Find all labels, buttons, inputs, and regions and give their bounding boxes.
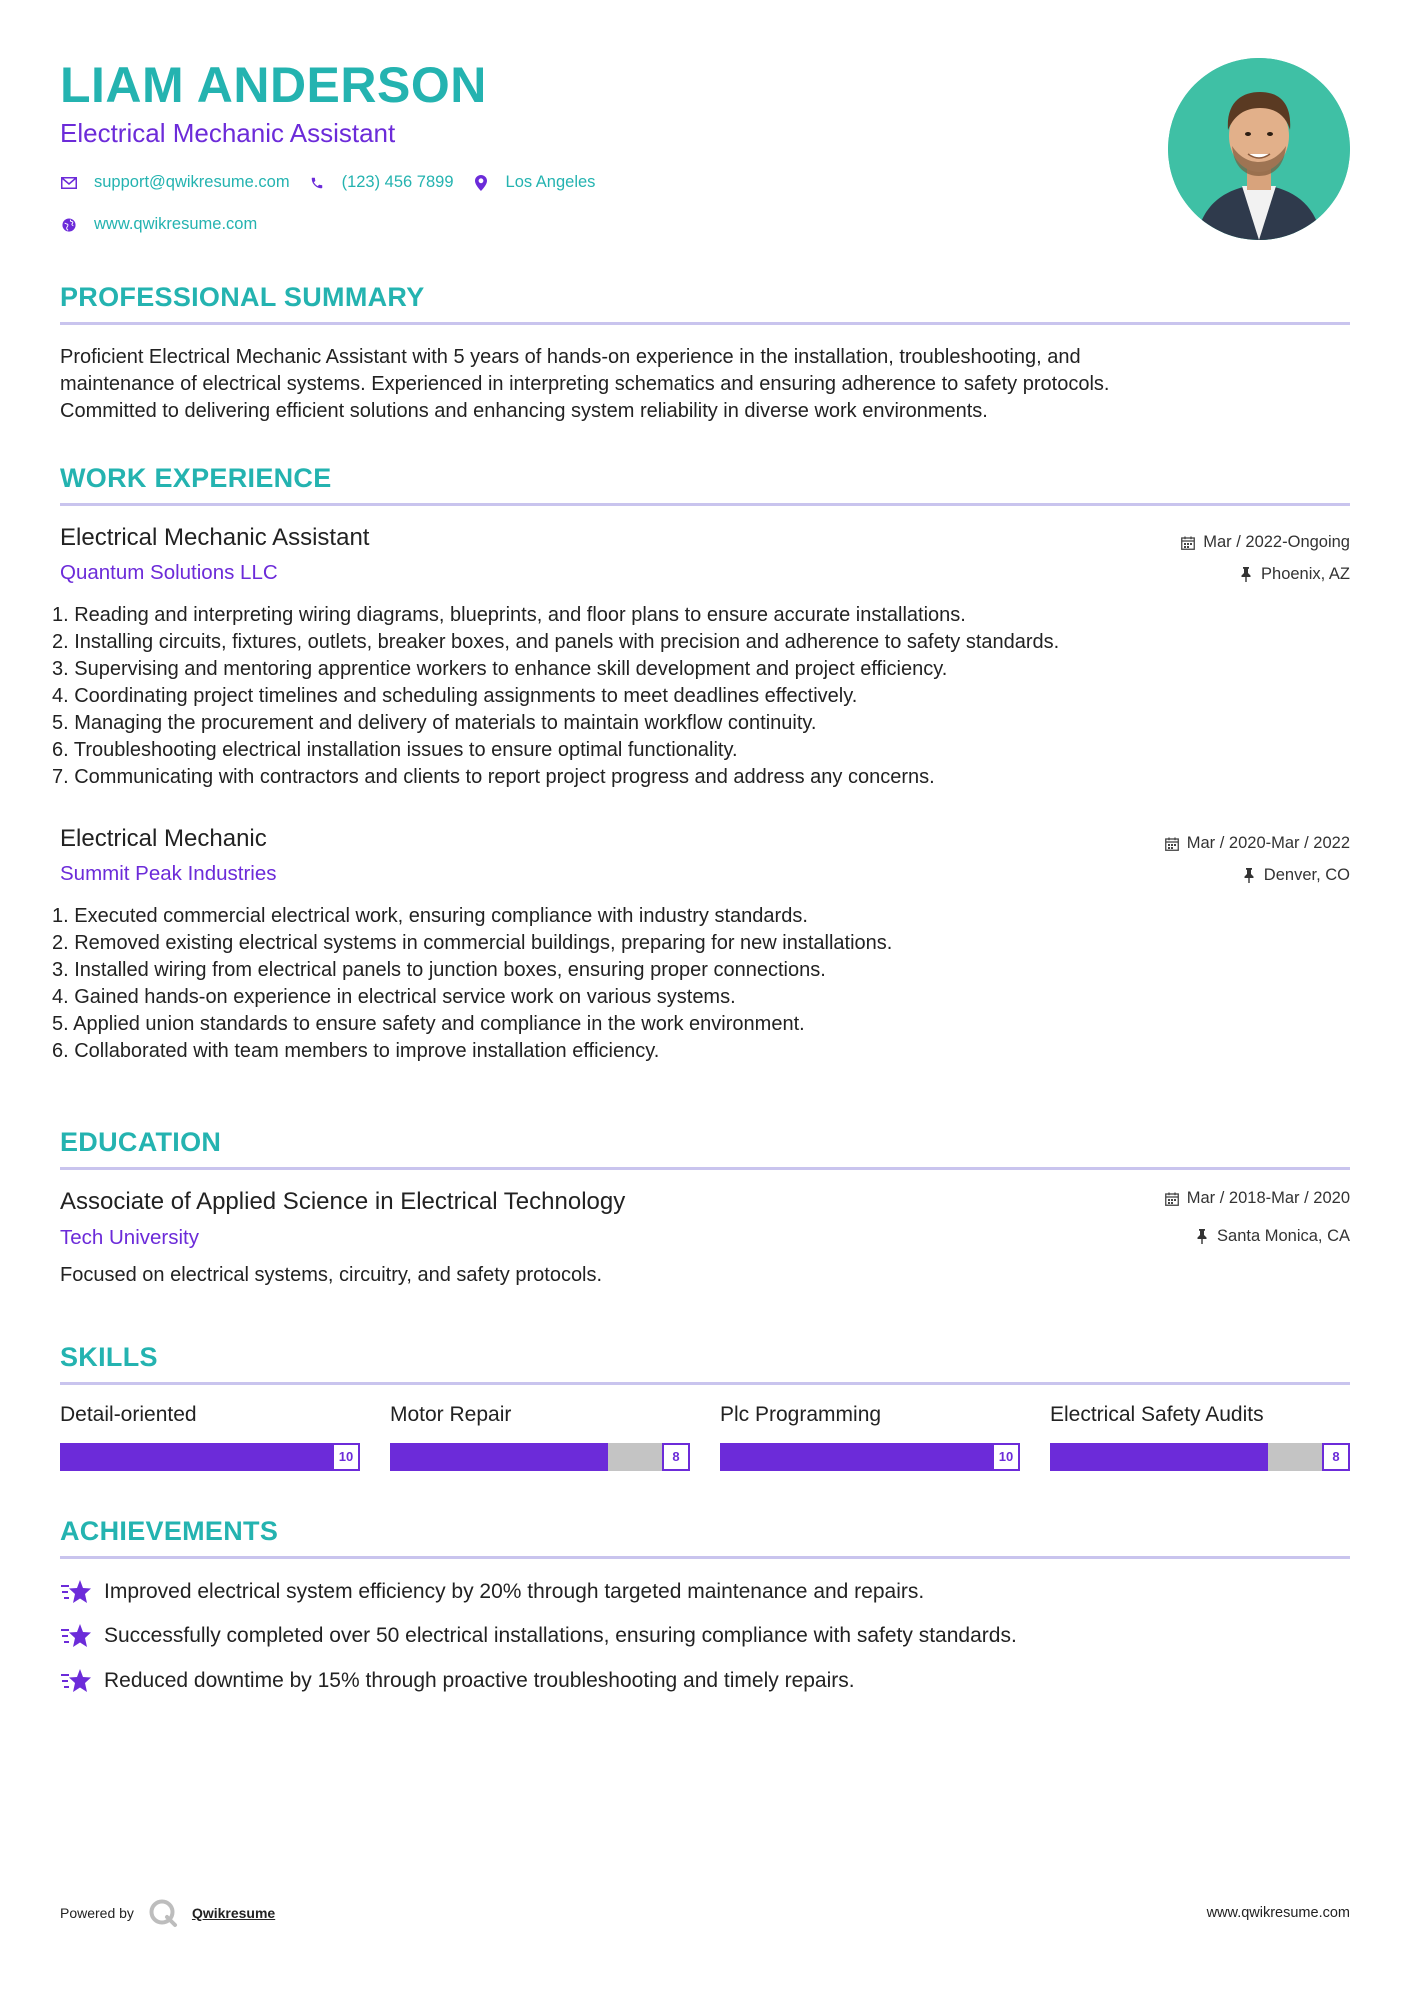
- contact-row: [60, 173, 613, 192]
- list-item: 7. Communicating with contractors and clients to report project progress and address any concerns.: [52, 766, 935, 788]
- globe-icon: [60, 216, 78, 234]
- contact-location: Los Angeles: [505, 173, 596, 191]
- job-location: [1241, 866, 1350, 885]
- list-item: 6. Troubleshooting electrical installation issues to ensure optimal functionality.: [52, 739, 738, 761]
- skill-bar: [1050, 1443, 1350, 1471]
- summary-line: Proficient Electrical Mechanic Assistant with 5 years of hands-on experience in the installation, troubleshooting, and: [60, 346, 1081, 368]
- website-row: [60, 215, 275, 234]
- skill-item: [720, 1403, 1020, 1471]
- section-title-achievements: ACHIEVEMENTS: [60, 1516, 279, 1546]
- section-divider: [60, 503, 1350, 506]
- job-dates-text: Mar / 2020-Mar / 2022: [1186, 834, 1350, 852]
- list-item: 5. Applied union standards to ensure safety and compliance in the work environment.: [52, 1013, 805, 1035]
- section-title-education: EDUCATION: [60, 1127, 222, 1157]
- skill-score: 10: [332, 1443, 360, 1471]
- summary-text: [60, 344, 1350, 425]
- skill-score: 8: [662, 1443, 690, 1471]
- list-item: 4. Coordinating project timelines and scheduling assignments to meet deadlines effectively.: [52, 685, 858, 707]
- education-dates: [1164, 1189, 1350, 1208]
- skill-bar-fill: [720, 1443, 992, 1471]
- brand-link[interactable]: Qwikresume: [191, 1905, 276, 1921]
- skill-bar: [60, 1443, 360, 1471]
- list-item: 5. Managing the procurement and delivery of materials to maintain workflow continuity.: [52, 712, 817, 734]
- skill-name: Electrical Safety Audits: [1050, 1403, 1264, 1426]
- list-item: 1. Executed commercial electrical work, ensuring compliance with industry standards.: [52, 905, 808, 927]
- section-divider: [60, 322, 1350, 325]
- job-title: Electrical Mechanic Assistant: [60, 524, 370, 551]
- qwikresume-logo-icon: [148, 1898, 178, 1928]
- skill-name: Detail-oriented: [60, 1403, 197, 1426]
- contact-phone[interactable]: (123) 456 7899: [341, 173, 454, 191]
- skill-score: 10: [992, 1443, 1020, 1471]
- skill-bar-fill: [1050, 1443, 1268, 1471]
- list-item: 2. Removed existing electrical systems in commercial buildings, preparing for new installations.: [52, 932, 893, 954]
- achievement-text: Reduced downtime by 15% through proactive troubleshooting and timely repairs.: [104, 1669, 855, 1692]
- list-item: 6. Collaborated with team members to improve installation efficiency.: [52, 1040, 660, 1062]
- company-name: Summit Peak Industries: [60, 862, 277, 885]
- envelope-icon: [60, 174, 78, 192]
- section-title-experience: WORK EXPERIENCE: [60, 463, 332, 493]
- skill-name: Plc Programming: [720, 1403, 882, 1426]
- section-divider: [60, 1382, 1350, 1385]
- skill-bar: [720, 1443, 1020, 1471]
- job-location-text: Denver, CO: [1263, 866, 1350, 884]
- footer-website[interactable]: www.qwikresume.com: [1206, 1905, 1350, 1921]
- skill-bar: [390, 1443, 690, 1471]
- footer-branding: [60, 1898, 275, 1928]
- contact-website[interactable]: www.qwikresume.com: [94, 215, 258, 233]
- degree-title: Associate of Applied Science in Electrical Technology: [60, 1188, 626, 1215]
- skill-item: [60, 1403, 360, 1471]
- job-dates-text: Mar / 2022-Ongoing: [1203, 533, 1350, 551]
- education-description: Focused on electrical systems, circuitry, and safety protocols.: [60, 1264, 603, 1286]
- job-location-text: Phoenix, AZ: [1261, 565, 1350, 583]
- contact-email[interactable]: support@qwikresume.com: [94, 173, 290, 191]
- job-dates: [1164, 834, 1350, 853]
- calendar-icon: [1180, 535, 1196, 551]
- job-location: [1238, 565, 1350, 584]
- skill-bar-fill: [60, 1443, 332, 1471]
- skill-bar-fill: [390, 1443, 608, 1471]
- summary-line: Committed to delivering efficient solutions and enhancing system reliability in diverse work environments.: [60, 400, 988, 422]
- section-title-skills: SKILLS: [60, 1342, 158, 1372]
- education-location: [1194, 1227, 1350, 1246]
- job-duties-list: [52, 602, 1059, 791]
- skill-bar-empty: [1268, 1443, 1322, 1471]
- pushpin-icon: [1238, 567, 1254, 583]
- pushpin-icon: [1241, 868, 1257, 884]
- powered-by-label: Powered by: [60, 1905, 134, 1921]
- section-title-summary: PROFESSIONAL SUMMARY: [60, 282, 425, 312]
- achievement-text: Improved electrical system efficiency by 20% through targeted maintenance and repairs.: [104, 1580, 925, 1603]
- summary-line: maintenance of electrical systems. Experienced in interpreting schematics and ensuring adherence to safety protocols.: [60, 373, 1110, 395]
- candidate-name: LIAM ANDERSON: [60, 57, 487, 113]
- shooting-star-icon: [60, 1621, 92, 1651]
- job-duties-list: [52, 903, 892, 1065]
- skill-item: [390, 1403, 690, 1471]
- shooting-star-icon: [60, 1577, 92, 1607]
- shooting-star-icon: [60, 1666, 92, 1696]
- skill-bar-empty: [608, 1443, 662, 1471]
- list-item: 3. Supervising and mentoring apprentice workers to enhance skill development and project efficiency.: [52, 658, 948, 680]
- list-item: 3. Installed wiring from electrical panels to junction boxes, ensuring proper connections.: [52, 959, 826, 981]
- achievement-text: Successfully completed over 50 electrical installations, ensuring compliance with safety standards.: [104, 1624, 1017, 1647]
- list-item: 2. Installing circuits, fixtures, outlets, breaker boxes, and panels with precision and adherence to safety standards.: [52, 631, 1060, 653]
- job-dates: [1180, 533, 1350, 552]
- skill-item: [1050, 1403, 1350, 1471]
- education-dates-text: Mar / 2018-Mar / 2020: [1186, 1189, 1350, 1207]
- list-item: 1. Reading and interpreting wiring diagrams, blueprints, and floor plans to ensure accurate installations.: [52, 604, 966, 626]
- profile-photo: [1168, 58, 1350, 240]
- company-name: Quantum Solutions LLC: [60, 561, 278, 584]
- skill-score: 8: [1322, 1443, 1350, 1471]
- section-divider: [60, 1167, 1350, 1170]
- pushpin-icon: [1194, 1229, 1210, 1245]
- section-divider: [60, 1556, 1350, 1559]
- education-location-text: Santa Monica, CA: [1217, 1227, 1350, 1245]
- achievement-item: [60, 1577, 924, 1607]
- achievement-item: [60, 1666, 855, 1696]
- candidate-role: Electrical Mechanic Assistant: [60, 118, 396, 148]
- job-title: Electrical Mechanic: [60, 825, 267, 852]
- phone-icon: [308, 174, 326, 192]
- calendar-icon: [1164, 1191, 1180, 1207]
- achievement-item: [60, 1621, 1017, 1651]
- list-item: 4. Gained hands-on experience in electrical service work on various systems.: [52, 986, 736, 1008]
- skill-name: Motor Repair: [390, 1403, 512, 1426]
- school-name: Tech University: [60, 1226, 199, 1249]
- calendar-icon: [1164, 836, 1180, 852]
- location-pin-icon: [472, 174, 490, 192]
